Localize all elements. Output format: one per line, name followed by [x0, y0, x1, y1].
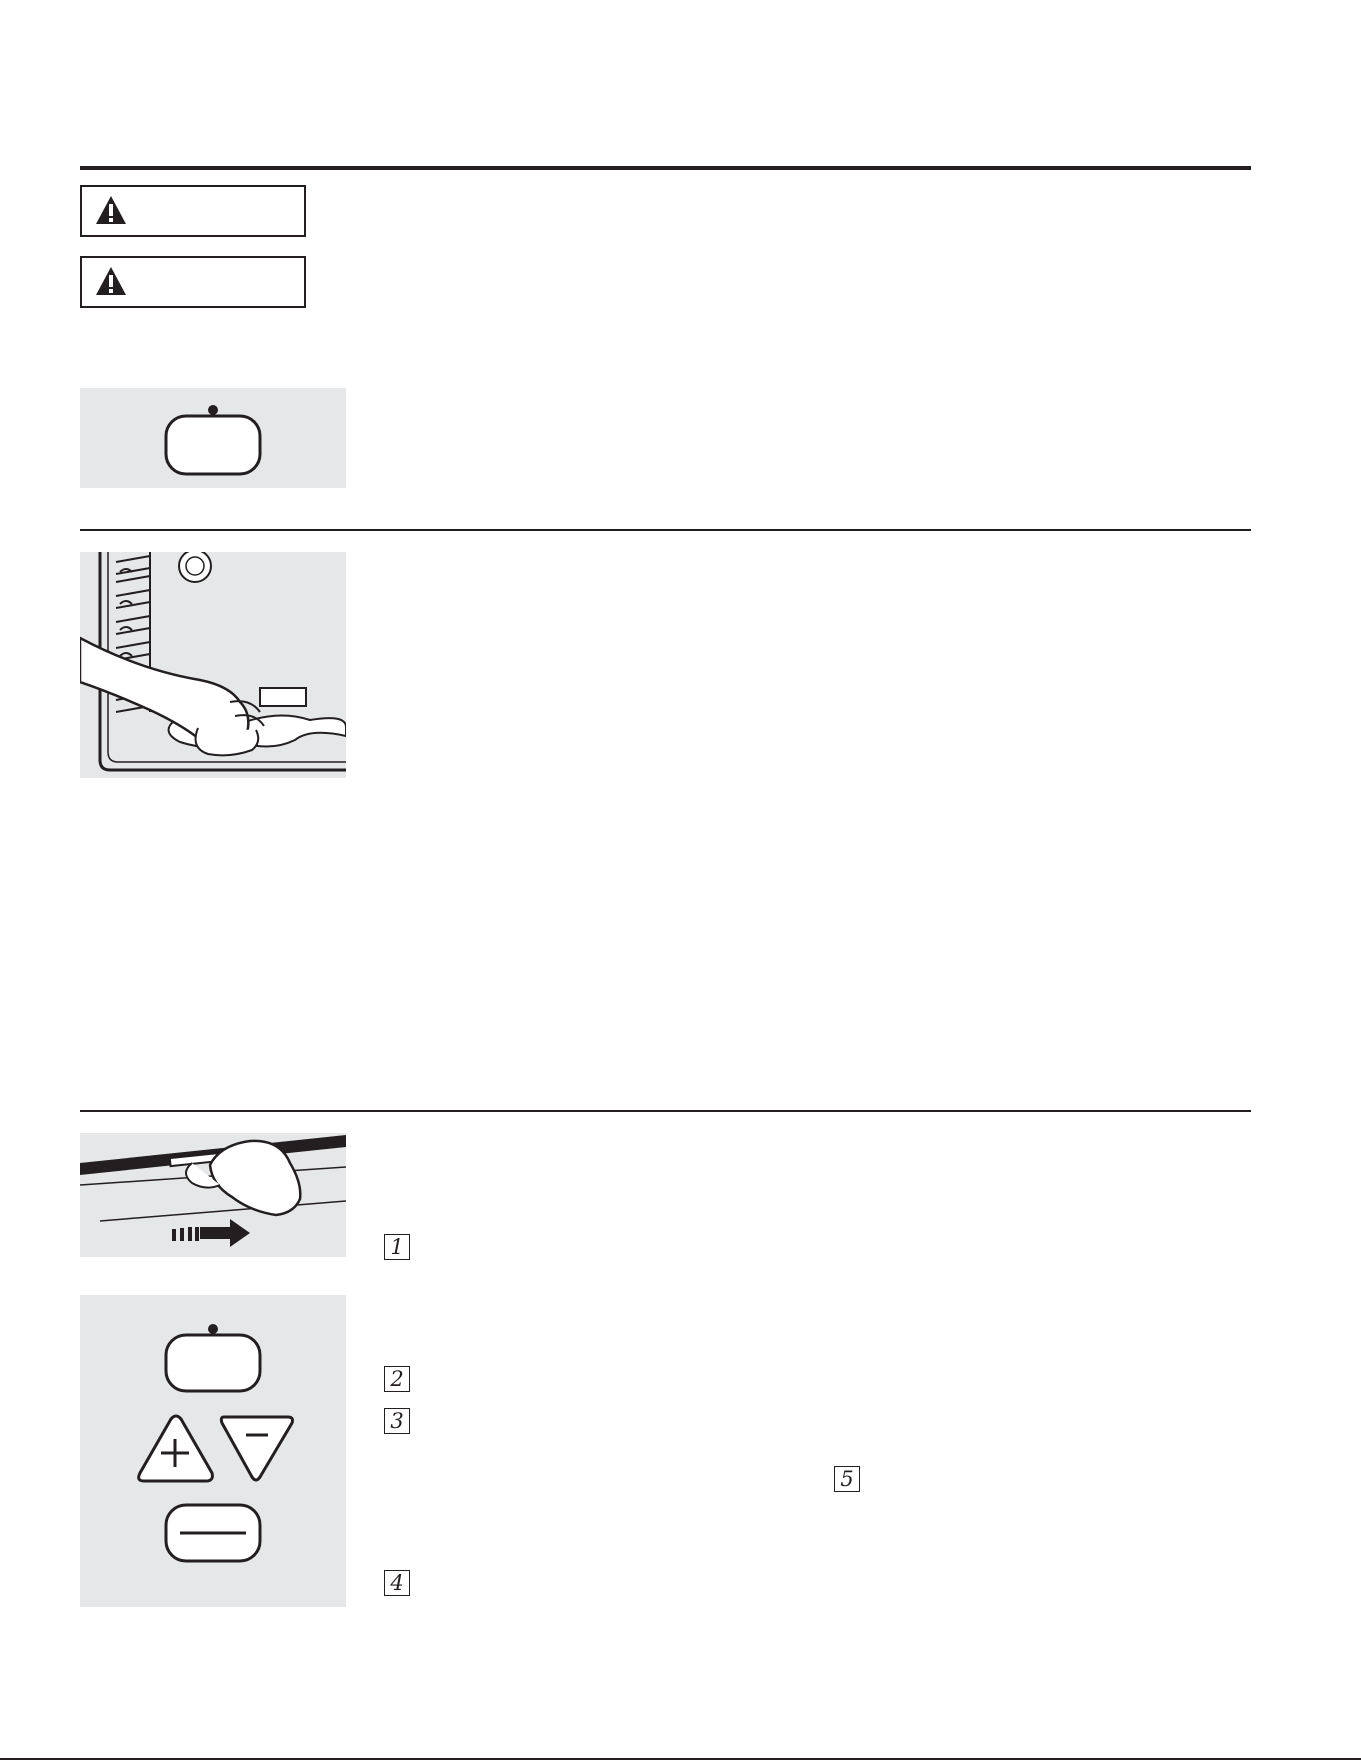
step-number-2: 2 — [384, 1366, 410, 1392]
oven-light-pad — [166, 416, 260, 474]
start-pad — [166, 1505, 260, 1561]
warning-triangle-icon — [94, 265, 128, 297]
door-latch-illustration — [80, 1133, 346, 1257]
warning-box-1 — [80, 185, 306, 237]
control-panel-light-button — [80, 388, 346, 488]
section-divider-2 — [80, 529, 1251, 531]
warning-box-2 — [80, 256, 306, 308]
step-number-4: 4 — [384, 1570, 410, 1596]
section-divider-top — [80, 166, 1251, 170]
control-panel-keypad — [80, 1295, 346, 1607]
warning-triangle-icon — [94, 194, 128, 226]
page-bottom-edge — [0, 1758, 1361, 1760]
arrow-right-icon — [172, 1219, 250, 1247]
step-number-5: 5 — [834, 1466, 860, 1492]
oven-light-pad — [166, 1335, 260, 1391]
indicator-light-icon — [208, 1324, 218, 1334]
step-number-1: 1 — [384, 1234, 410, 1260]
minus-pad — [221, 1417, 292, 1480]
oven-cleaning-illustration — [80, 552, 346, 778]
plus-pad — [139, 1416, 213, 1481]
section-divider-3 — [80, 1110, 1251, 1112]
indicator-light-icon — [208, 405, 218, 415]
step-number-3: 3 — [384, 1408, 410, 1434]
